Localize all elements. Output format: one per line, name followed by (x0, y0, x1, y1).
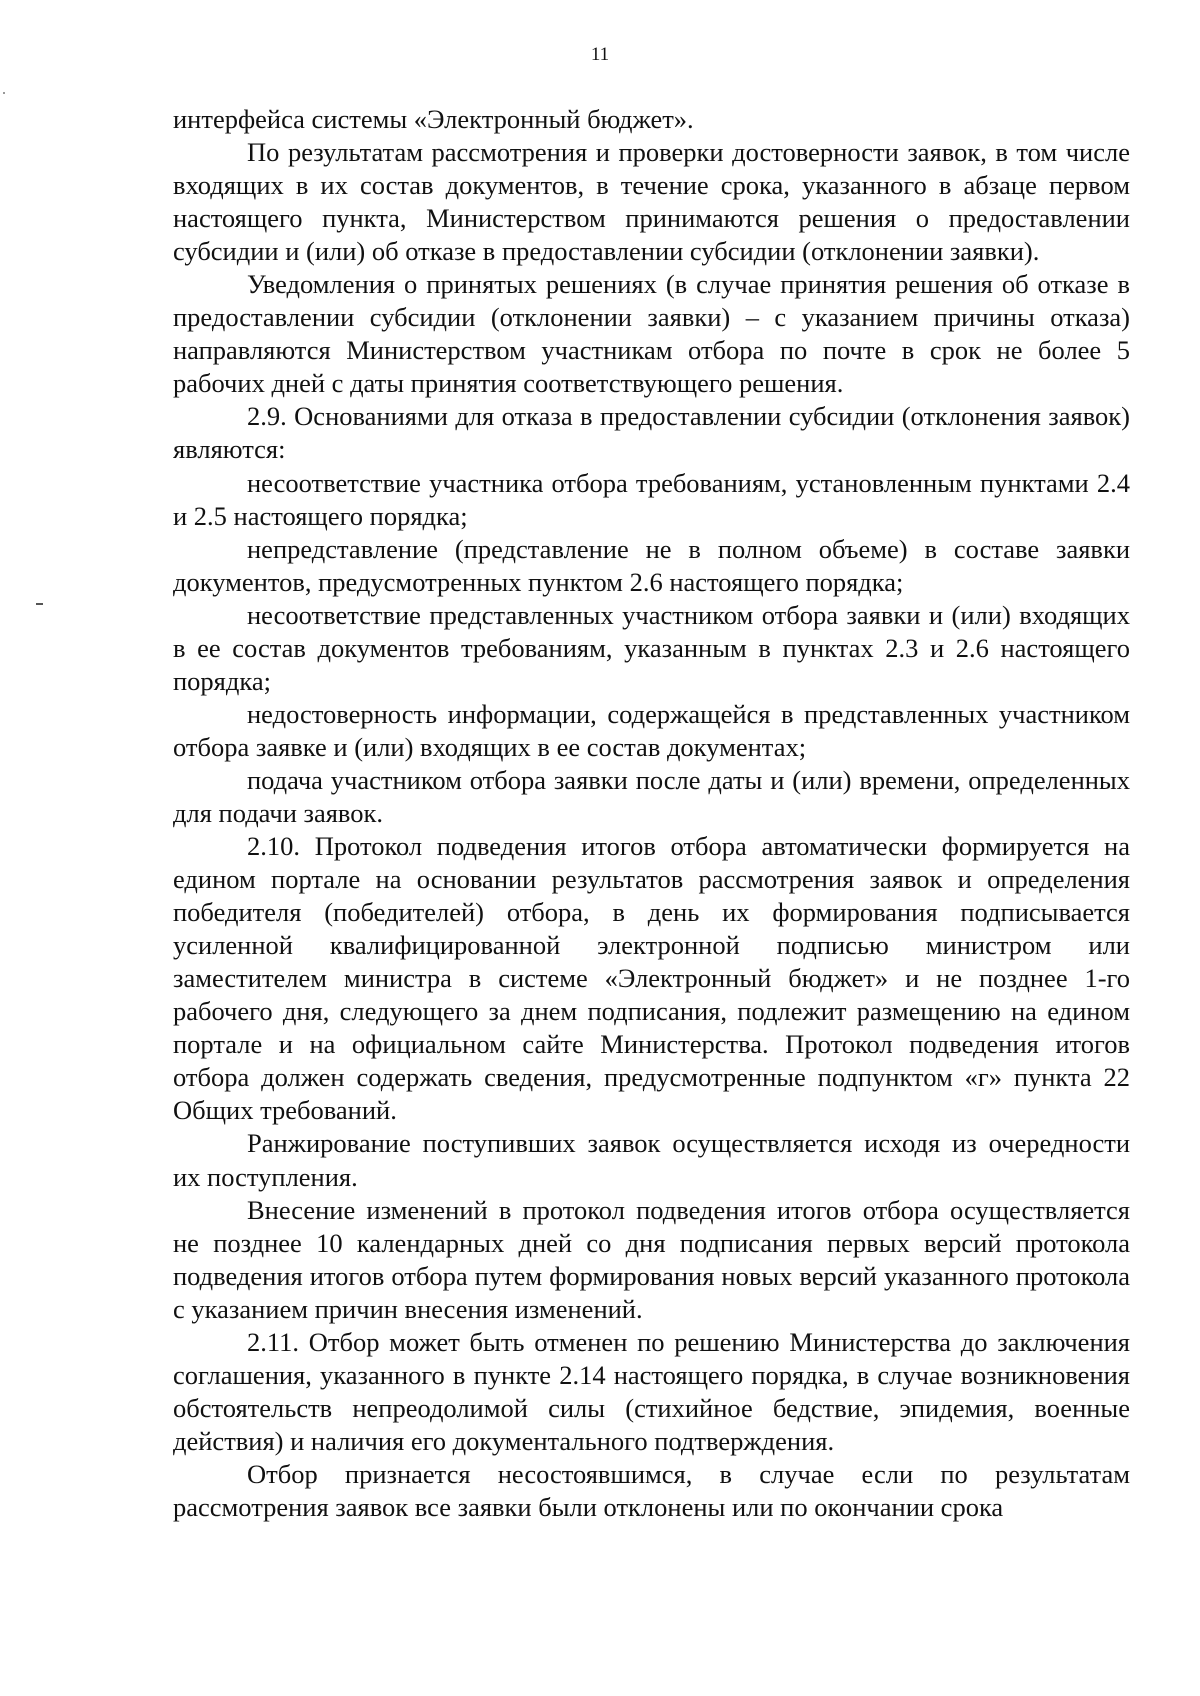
list-item-unreliable-info: недостоверность информации, содержащейся в представленных участником отбора заявке и (или) входящих в ее состав документах; (173, 698, 1130, 762)
list-item-nonsubmission: непредставление (представление не в полном объеме) в составе заявки документов, предусмотренных пунктом 2.6 настоящего порядка; (173, 533, 1130, 597)
scan-artifact-mark (36, 603, 43, 605)
paragraph-notifications: Уведомления о принятых решениях (в случае принятия решения об отказе в предоставлении субсидии (отклонении заявки) – с указанием причины отказа) направляются Министерством участникам отбора по почте в срок не более 5 рабочих дней с даты принятия соответствующего решения. (173, 269, 1130, 399)
paragraph-2-9-heading: 2.9. Основаниями для отказа в предоставлении субсидии (отклонения заявок) являются: (173, 401, 1130, 465)
document-body (173, 103, 1130, 1524)
paragraph-ranking: Ранжирование поступивших заявок осуществляется исходя из очередности их поступления. (173, 1128, 1130, 1192)
paragraph-protocol-changes: Внесение изменений в протокол подведения итогов отбора осуществляется не позднее 10 календарных дней со дня подписания первых версий протокола подведения итогов отбора путем формирования новых версий указанного протокола с указанием причин внесения изменений. (173, 1194, 1130, 1324)
list-item-noncompliance-application: несоответствие представленных участником отбора заявки и (или) входящих в ее состав документов требованиям, указанным в пунктах 2.3 и 2.6 настоящего порядка; (173, 599, 1130, 696)
paragraph-2-10-protocol: 2.10. Протокол подведения итогов отбора автоматически формируется на едином портале на основании результатов рассмотрения заявок и определения победителя (победителей) отбора, в день их формирования подписывается усиленной квалифицированной электронной подписью министром или заместителем министра в системе «Электронный бюджет» и не позднее 1-го рабочего дня, следующего за днем подписания, подлежит размещению на едином портале и на официальном сайте Министерства. Протокол подведения итогов отбора должен содержать сведения, предусмотренные подпунктом «г» пункта 22 Общих требований. (173, 831, 1130, 1126)
page-number: 11 (590, 44, 610, 65)
paragraph-review-results: По результатам рассмотрения и проверки достоверности заявок, в том числе входящих в их состав документов, в течение срока, указанного в абзаце первом настоящего пункта, Министерством принимаются решения о предоставлении субсидии и (или) об отказе в предоставлении субсидии (отклонении заявки). (173, 137, 1130, 267)
paragraph-failed-selection: Отбор признается несостоявшимся, в случае если по результатам рассмотрения заявок все заявки были отклонены или по окончании срока (173, 1458, 1130, 1522)
paragraph-2-11-cancellation: 2.11. Отбор может быть отменен по решению Министерства до заключения соглашения, указанного в пункте 2.14 настоящего порядка, в случае возникновения обстоятельств непреодолимой силы (стихийное бедствие, эпидемия, военные действия) и наличия его документального подтверждения. (173, 1326, 1130, 1456)
list-item-late-submission: подача участником отбора заявки после даты и (или) времени, определенных для подачи заявок. (173, 764, 1130, 828)
scan-artifact-dot (3, 92, 5, 94)
paragraph-continuation: интерфейса системы «Электронный бюджет». (173, 104, 694, 134)
list-item-noncompliance-participant: несоответствие участника отбора требованиям, установленным пунктами 2.4 и 2.5 настоящего порядка; (173, 467, 1130, 531)
